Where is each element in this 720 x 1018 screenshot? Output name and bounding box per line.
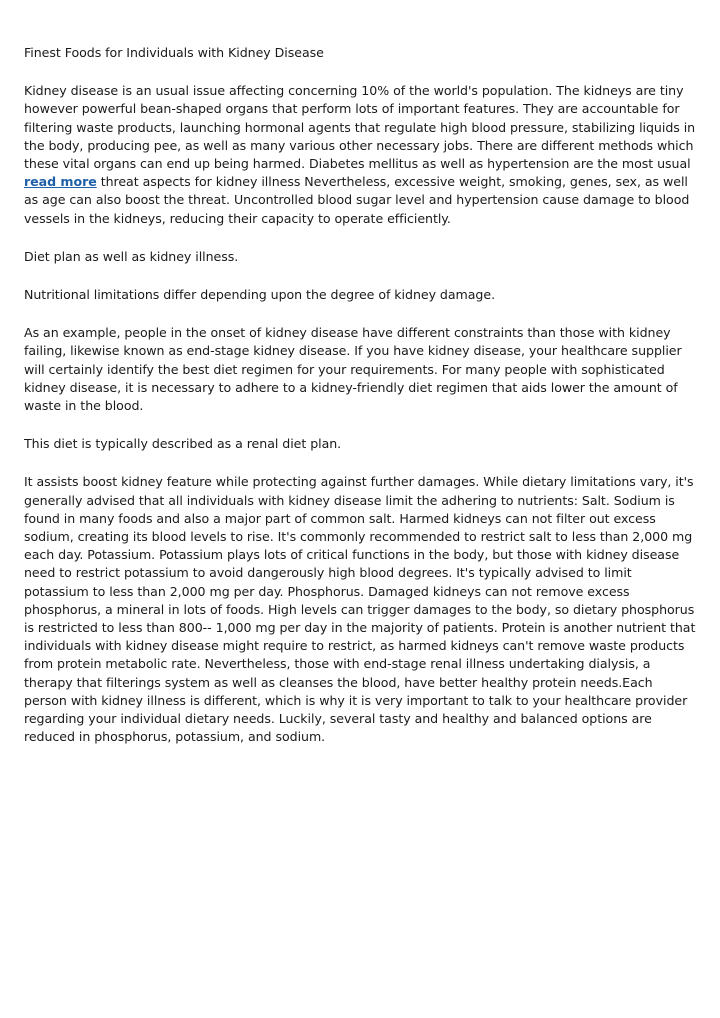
paragraph-example: As an example, people in the onset of kidney disease have different constraints than those with kidney failing, likewise known as end-stage kidney disease. If you have kidney disease, your healthcare supplier will certainly identify the best diet regimen for your requirements. For many people with sophisticated kidney disease, it is necessary to adhere to a kidney-friendly diet regimen that aids lower the amount of waste in the blood. [24, 325, 682, 414]
paragraph-diet-heading: Diet plan as well as kidney illness. [24, 248, 239, 264]
read-more-link[interactable]: read more [24, 174, 97, 190]
paragraph-nutrients: It assists boost kidney feature while protecting against further damages. While dietary limitations vary, it's generally advised that all individuals with kidney disease limit the adhering to nutrients: Salt. Sodium is found in many foods and also a major part of common salt. Harmed kidneys can not filter out excess sodium, creating its blood levels to rise. It's commonly recommended to restrict salt to less than 2,000 mg each day. Potassium. Potassium plays lots of critical functions in the body, but those with kidney disease need to restrict potassium to avoid dangerously high blood degrees. It's typically advised to limit potassium to less than 2,000 mg per day. Phosphorus. Damaged kidneys can not remove excess phosphorus, a mineral in lots of foods. High levels can trigger damages to the body, so dietary phosphorus is restricted to less than 800-- 1,000 mg per day in the majority of patients. Protein is another nutrient that individuals with kidney disease might require to restrict, as harmed kidneys can't remove waste products from protein metabolic rate. Nevertheless, those with end-stage renal illness undertaking dialysis, a therapy that filterings system as well as cleanses the blood, have better healthy protein needs.Each person with kidney illness is different, which is why it is very important to talk to your healthcare provider regarding your individual dietary needs. Luckily, several tasty and healthy and balanced options are reduced in phosphorus, potassium, and sodium. [24, 474, 696, 745]
document-title: Finest Foods for Individuals with Kidney Disease [24, 45, 324, 60]
paragraph-limitations: Nutritional limitations differ depending upon the degree of kidney damage. [24, 287, 496, 303]
paragraph-intro-text-1: Kidney disease is an usual issue affecting concerning 10% of the world's population. The kidneys are tiny however powerful bean-shaped organs that perform lots of important features. They are accountable for filtering waste products, launching hormonal agents that regulate high blood pressure, stabilizing liquids in the body, producing pee, as well as many various other necessary jobs. There are different methods which these vital organs can end up being harmed. Diabetes mellitus as well as hypertension are the most usual [24, 83, 696, 172]
document-body [24, 44, 696, 767]
paragraph-intro-text-2: threat aspects for kidney illness Nevertheless, excessive weight, smoking, genes, sex, as well as age can also boost the threat. Uncontrolled blood sugar level and hypertension cause damage to blood vessels in the kidneys, reducing their capacity to operate efficiently. [24, 174, 690, 226]
paragraph-renal-diet: This diet is typically described as a renal diet plan. [24, 436, 342, 452]
paragraph-intro [24, 82, 696, 228]
